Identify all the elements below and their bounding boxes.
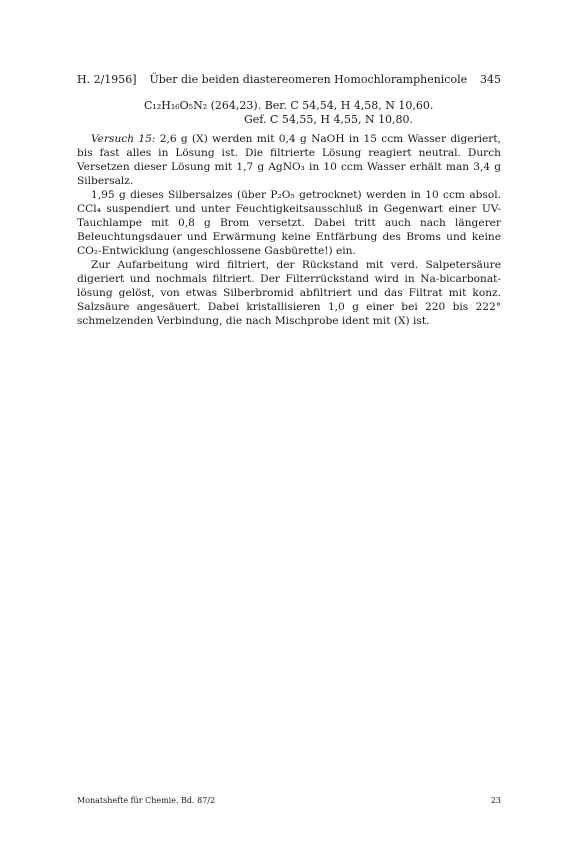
elemental-analysis-calculated — [77, 99, 501, 113]
elemental-analysis-found: Gef. C 54,55, H 4,55, N 10,80. — [244, 113, 414, 126]
calculated-values: (264,23). Ber. C 54,54, H 4,58, N 10,60. — [210, 99, 434, 112]
page-footer — [77, 795, 501, 806]
issue-reference: H. 2/1956] — [77, 73, 137, 86]
running-header — [77, 73, 501, 87]
journal-citation: Monatshefte für Chemie. Bd. 87/2 — [77, 796, 216, 805]
article-title: Über die beiden diastereomeren Homochloramphenicole — [149, 73, 468, 86]
body-text — [77, 132, 501, 328]
paragraph-3: Zur Aufarbeitung wird filtriert, der Rückstand mit verd. Salpetersäure digeriert und nochmals filtriert. Der Filterrückstand wird in Na-bicarbonat-lösung gelöst, von etwas Silberbromid abfiltriert und das Filtrat mit konz. Salzsäure angesäuert. Dabei kristallisieren 1,0 g einer bei 220 bis 222° schmelzenden Verbindung, die nach Mischprobe ident mit (X) ist. — [77, 259, 501, 327]
page-number: 345 — [480, 73, 501, 86]
molecular-formula: C₁₂H₁₆O₅N₂ — [144, 99, 208, 112]
paragraph-2: 1,95 g dieses Silbersalzes (über P₂O₅ getrocknet) werden in 10 ccm absol. CCl₄ suspendiert und unter Feuchtigkeitsausschluß in Gegenwart einer UV-Tauchlampe mit 0,8 g Brom versetzt. Dabei tritt auch nach längerer Beleuchtungsdauer und Erwärmung keine Entfärbung des Broms und keine CO₂-Entwicklung (angeschlossene Gasbürette!) ein. — [77, 189, 501, 257]
experiment-label: Versuch 15: — [91, 133, 156, 145]
paragraph-1-text: 2,6 g (X) werden mit 0,4 g NaOH in 15 ccm Wasser digeriert, bis fast alles in Lösung ist. Die filtrierte Lösung reagiert neutral. Durch Versetzen dieser Lösung mit 1,7 g AgNO₃ in 10 ccm Wasser erhält man 3,4 g Silbersalz. — [77, 133, 501, 187]
signature-mark: 23 — [490, 796, 501, 805]
paragraph-versuch-15 — [77, 132, 501, 188]
